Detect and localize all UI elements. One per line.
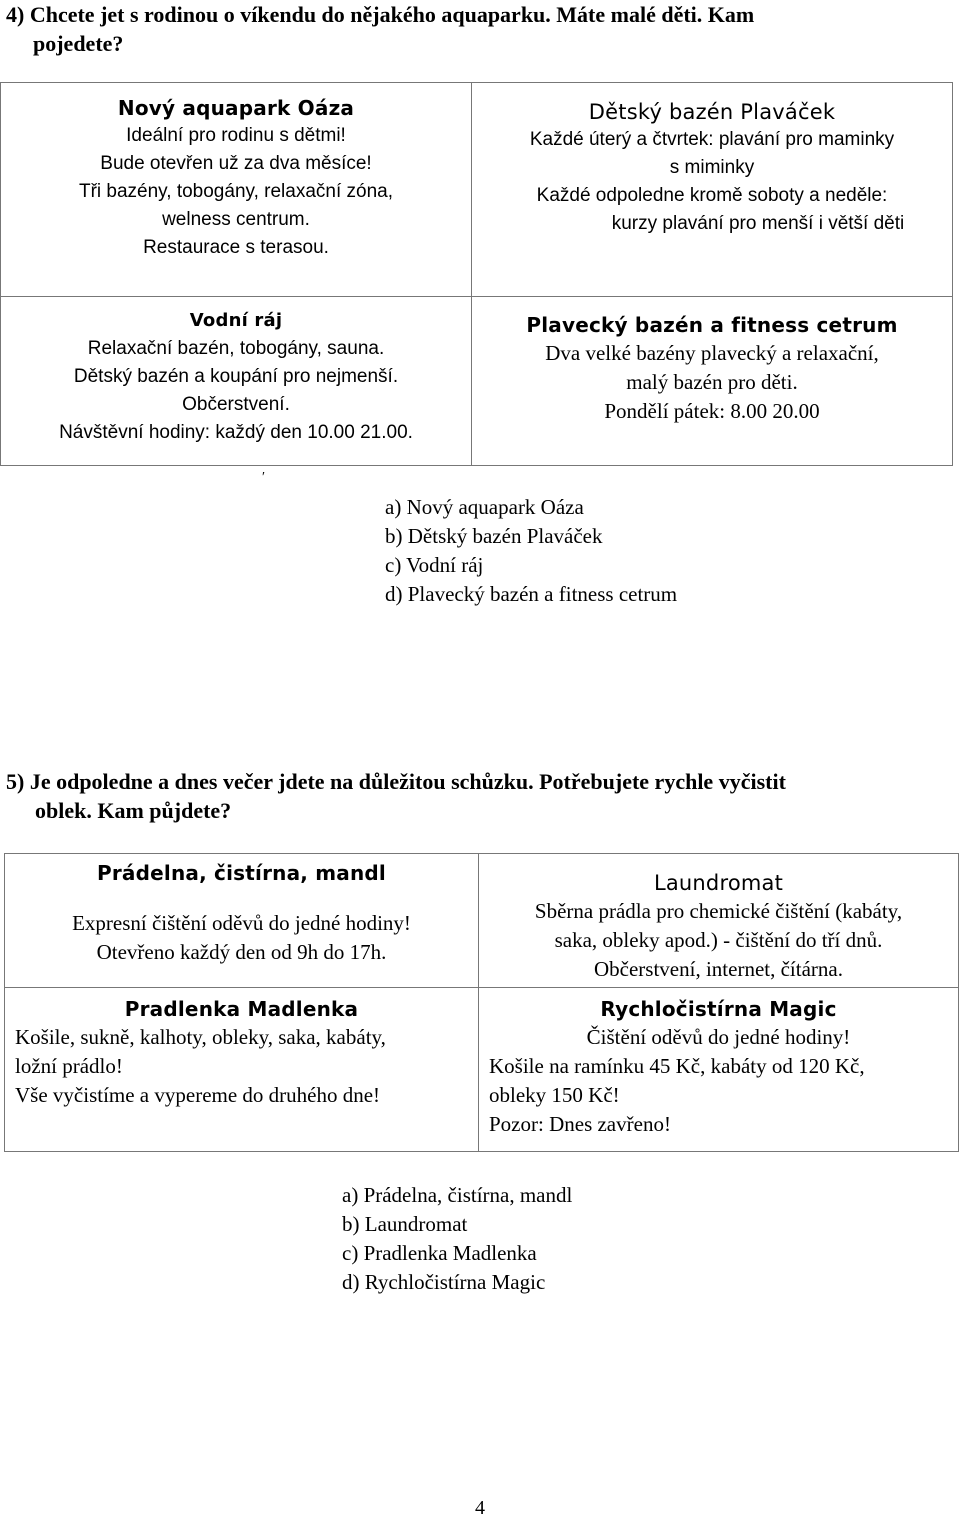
ad-line: Ideální pro rodinu s dětmi! [126,125,346,146]
ad-line: saka, obleky apod.) - čištění do tří dnů. [554,928,883,952]
answer-option-c[interactable]: c) Pradlenka Madlenka [342,1241,537,1265]
q5-answer-options [342,1181,572,1297]
ad-plavecky-bazen-fitness [472,297,953,466]
answer-option-d[interactable]: d) Plavecký bazén a fitness cetrum [385,582,678,606]
ad-line: Každé odpoledne kromě soboty a neděle: [536,185,888,206]
ad-line: Otevřeno každý den od 9h do 17h. [96,940,387,964]
question-5-line-2: oblek. Kam půjdete? [35,798,232,823]
ad-line: Občerstvení. [182,394,290,415]
ad-line: Pondělí pátek: 8.00 20.00 [604,399,820,423]
answer-option-d[interactable]: d) Rychločistírna Magic [342,1270,546,1294]
ad-laundromat [479,854,959,988]
ad-line: Čištění oděvů do jedné hodiny! [586,1025,851,1049]
ad-line: Tři bazény, tobogány, relaxační zóna, [78,181,394,202]
stray-mark: ′ [262,470,266,485]
ad-line: Bude otevřen už za dva měsíce! [100,153,372,174]
answer-option-c[interactable]: c) Vodní ráj [385,553,484,577]
question-4 [6,0,754,58]
ad-line: obleky 150 Kč! [489,1083,620,1107]
answer-option-b[interactable]: b) Laundromat [342,1212,468,1236]
q4-answer-options [385,493,677,609]
ad-line: ložní prádlo! [15,1054,123,1078]
answer-option-b[interactable]: b) Dětský bazén Plaváček [385,524,603,548]
ad-line: Relaxační bazén, tobogány, sauna. [87,338,385,359]
ad-title: Pradlenka Madlenka [124,997,359,1021]
ad-title: Rychločistírna Magic [600,997,837,1021]
ad-title: Prádelna, čistírna, mandl [97,861,386,885]
ad-title: Plavecký bazén a fitness cetrum [526,313,898,337]
ad-aquapark-oaza [1,83,472,297]
ad-pradelna-cistirna-mandl [5,854,479,988]
ad-line: Restaurace s terasou. [143,237,329,258]
ad-detsky-bazen-plavacek [472,83,953,297]
ad-line: Pozor: Dnes zavřeno! [489,1112,671,1136]
question-5-line-1: 5) Je odpoledne a dnes večer jdete na důležitou schůzku. Potřebujete rychle vyčistit [6,769,786,794]
ad-rychlocistirna-magic [479,988,959,1152]
ad-line: Košile na ramínku 45 Kč, kabáty od 120 Kč, [489,1054,865,1078]
q5-ad-table [4,853,959,1152]
ad-title: Laundromat [653,871,784,895]
ad-line: kurzy plavání pro menší i větší děti [611,213,905,234]
question-4-line-2: pojedete? [33,31,124,56]
ad-line: Dva velké bazény plavecký a relaxační, [545,341,879,365]
ad-pradlenka-madlenka [5,988,479,1152]
q4-ad-table [0,82,953,466]
answer-option-a[interactable]: a) Prádelna, čistírna, mandl [342,1183,573,1207]
ad-line: Sběrna prádla pro chemické čištění (kabáty, [534,899,903,923]
ad-title: Dětský bazén Plaváček [588,100,836,124]
ad-line: Dětský bazén a koupání pro nejmenší. [73,366,399,387]
ad-line: Expresní čištění oděvů do jedné hodiny! [72,911,411,935]
ad-line: s miminky [669,157,755,178]
ad-line: Vše vyčistíme a vypereme do druhého dne! [15,1083,381,1107]
ad-line: Občerstvení, internet, čítárna. [594,957,843,981]
ad-line: malý bazén pro děti. [626,370,798,394]
ad-title: Nový aquapark Oáza [117,96,355,120]
question-5 [6,767,786,825]
ad-line: welness centrum. [162,209,310,230]
ad-line: Návštěvní hodiny: každý den 10.00 21.00. [59,422,413,443]
ad-line: Každé úterý a čtvrtek: plavání pro maminky [529,129,895,150]
ad-line: Košile, sukně, kalhoty, obleky, saka, kabáty, [15,1025,386,1049]
question-4-line-1: 4) Chcete jet s rodinou o víkendu do nějakého aquaparku. Máte malé děti. Kam [6,2,755,27]
ad-title: Vodní ráj [189,310,283,331]
ad-vodni-raj [1,297,472,466]
answer-option-a[interactable]: a) Nový aquapark Oáza [385,495,584,519]
page-number: 4 [475,1497,485,1519]
